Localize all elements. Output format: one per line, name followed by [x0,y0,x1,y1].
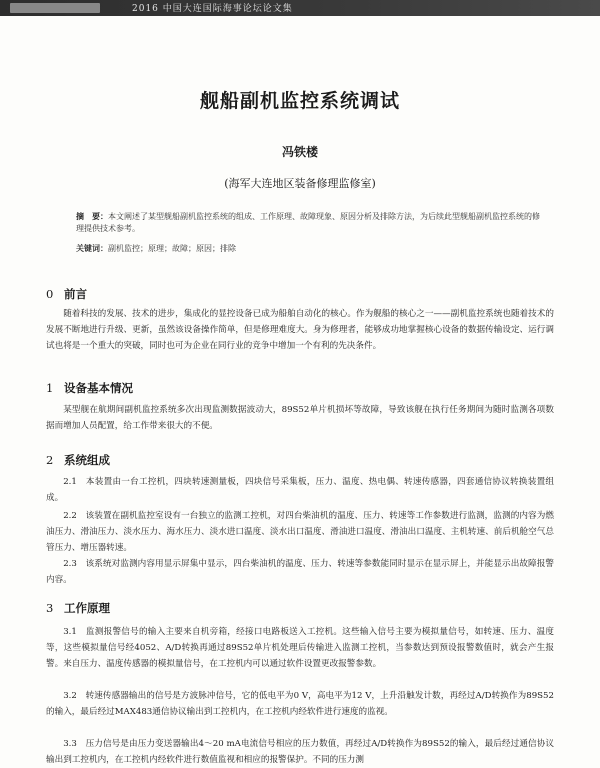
paragraph: 随着科技的发展、技术的进步，集成化的显控设备已成为船舶自动化的核心。作为舰船的核心之一——副机监控系统也随着技术的发展不断地进行升级、更新，虽然该设备操作简单，但是修理难度大。身为修理者，能够成功地掌握核心设备的数据传输设定、运行调试也将是一个重大的突破，同时也可为企业在同行业的竞争中增加一个有利的先决条件。 [46,309,554,351]
abstract-label: 摘 要： [76,211,108,221]
section-number: 1 [46,381,54,395]
section-title: 前言 [64,287,87,301]
section-number: 3 [46,601,54,615]
running-header [0,0,600,16]
section-heading-2 [46,452,110,468]
author-affiliation: (海军大连地区装备修理监修室) [224,177,376,190]
keywords-text: 副机监控；原理；故障；原因；排除 [108,244,236,253]
section-number: 2 [46,453,54,467]
paper-title: 舰船副机监控系统调试 [199,90,400,112]
paragraph: 某型舰在航期间副机监控系统多次出现监测数据波动大，89S52单片机损坏等故障，导致该舰在执行任务期间为随时监测各项数据而增加人员配置，给工作带来很大的不便。 [46,405,554,431]
paragraph: 2.1 本装置由一台工控机，四块转速测量板，四块信号采集板，压力、温度、热电偶、转速传感器，四套通信协议转换装置组成。 [46,477,554,503]
abstract [76,210,546,235]
keywords-label: 关键词： [76,243,108,253]
paragraph: 2.2 该装置在副机监控室设有一台独立的监测工控机，对四台柴油机的温度、压力、转速等工作参数进行监测，监测的内容为燃油压力、滑油压力、淡水压力、海水压力、淡水进口温度、淡水出口温度、滑油进口温度、滑油出口温度、主机转速、前后机舱空气总管压力、增压器转速。 [46,511,554,553]
keywords [76,242,546,255]
paragraph: 2.3 该系统对监测内容用显示屏集中显示，四台柴油机的温度、压力、转速等参数能同时显示在显示屏上，并能显示出故障报警内容。 [46,559,554,585]
abstract-text: 本文阐述了某型舰船副机监控系统的组成、工作原理、故障现象、原因分析及排除方法，为后续此型舰船副机监控系统的修理提供技术参考。 [76,212,540,233]
section-title: 工作原理 [64,601,110,615]
section-number: 0 [46,287,54,301]
section-heading-1 [46,380,133,396]
paragraph: 3.3 压力信号是由压力变送器输出4～20 mA电流信号相应的压力数值，再经过A/D转换作为89S52的输入，最后经过通信协议输出到工控机内，在工控机内经软件进行数值监视和相应的报警保护。不同的压力测 [46,739,554,765]
section-heading-0 [46,286,87,302]
section-title: 系统组成 [64,453,110,467]
section-heading-3 [46,600,110,616]
paragraph: 3.1 监测报警信号的输入主要来自机旁箱，经接口电路板送入工控机。这些输入信号主要为模拟量信号，如转速、压力、温度等，这些模拟量信号经4052、A/D转换再通过89S52单片机处理后传输进入监测工控机，当参数达到预设报警数值时，就会产生报警。来自压力、温度传感器的模拟量信号，在工控机内可以通过软件设置更改报警参数。 [46,627,554,669]
section-title: 设备基本情况 [64,381,133,395]
header-logo-mark [10,3,100,13]
running-title: 2016 中国大连国际海事论坛论文集 [132,4,293,14]
author-name: 冯铁楼 [281,145,318,159]
paragraph: 3.2 转速传感器输出的信号是方波脉冲信号，它的低电平为0 V，高电平为12 V，上升沿触发计数，再经过A/D转换作为89S52的输入，最后经过MAX483通信协议输出到工控机内，在工控机内经软件进行速度的监视。 [46,691,554,717]
